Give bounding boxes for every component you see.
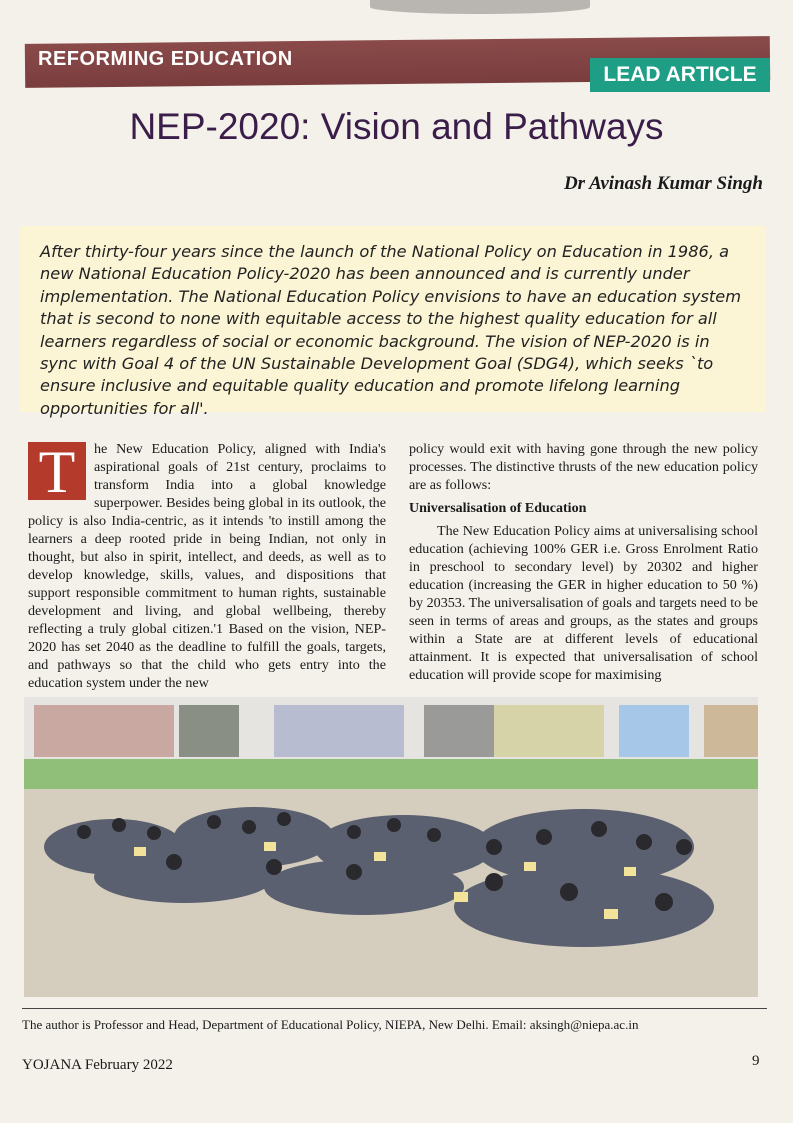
left-column — [28, 440, 386, 692]
left-column-text: he New Education Policy, aligned with India's aspirational goals of 21st century, proclaims to transform India into a global knowledge superpower. Besides being global in its outlook, the policy is also India-centric, as it intends 'to instill among the learners a deep rooted pride in being Indian, not only in thought, but also in spirit, intellect, and deeds, as well as to develop knowledge, skills, values, and dispositions that support responsible commitment to human rights, sustainable development and living, and global wellbeing, thereby reflecting a truly global citizen.'1 Based on the vision, NEP-2020 has set 2040 as the deadline to fulfill the goals, targets, and pathways so that the child who gets entry into the education system under the new — [28, 441, 386, 691]
abstract-text: After thirty-four years since the launch of the National Policy on Education in 1986, a new National Education Policy-2020 has been announced and is currently under implementation. The National Education Policy envisions to have an education system that is second to none with equitable access to the highest quality education for all learners regardless of social or economic background. The vision of NEP-2020 is in sync with Goal 4 of the UN Sustainable Development Goal (SDG4), which seeks `to ensure inclusive and equitable quality education and promote lifelong learning opportunities for all'. — [40, 242, 741, 418]
author-name: Dr Avinash Kumar Singh — [563, 173, 763, 194]
right-column-intro: policy would exit with having gone through the new policy processes. The distinctive thrusts of the new education policy are as follows: — [409, 441, 758, 493]
students-photo — [24, 697, 758, 997]
article-title: NEP-2020: Vision and Pathways — [129, 106, 664, 147]
page-number: 9 — [752, 1053, 760, 1069]
right-column — [409, 440, 758, 684]
lead-article-tag: LEAD ARTICLE — [590, 58, 770, 92]
drop-cap: T — [28, 442, 86, 500]
section-label: REFORMING EDUCATION — [38, 48, 293, 70]
right-column-paragraph: The New Education Policy aims at universalising school education (achieving 100% GER i.e. Gross Enrolment Ratio in preschool to secondary level) by 20302 and higher education (increasing the GER in higher education to 50 %) by 20353. The universalisation of goals and targets need to be seen in terms of areas and groups, as the states and groups within a State are at different levels of educational attainment. It is expected that universalisation of school education will provide scope for maximising — [409, 523, 759, 683]
subheading: Universalisation of Education — [409, 501, 587, 516]
page-top-shadow — [370, 0, 590, 14]
author-footnote: The author is Professor and Head, Department of Educational Policy, NIEPA, New Delhi. Email: aksingh@niepa.ac.in — [22, 1008, 767, 1033]
publication-footer: YOJANA February 2022 — [22, 1057, 173, 1073]
students-photo-illustration — [24, 697, 758, 997]
